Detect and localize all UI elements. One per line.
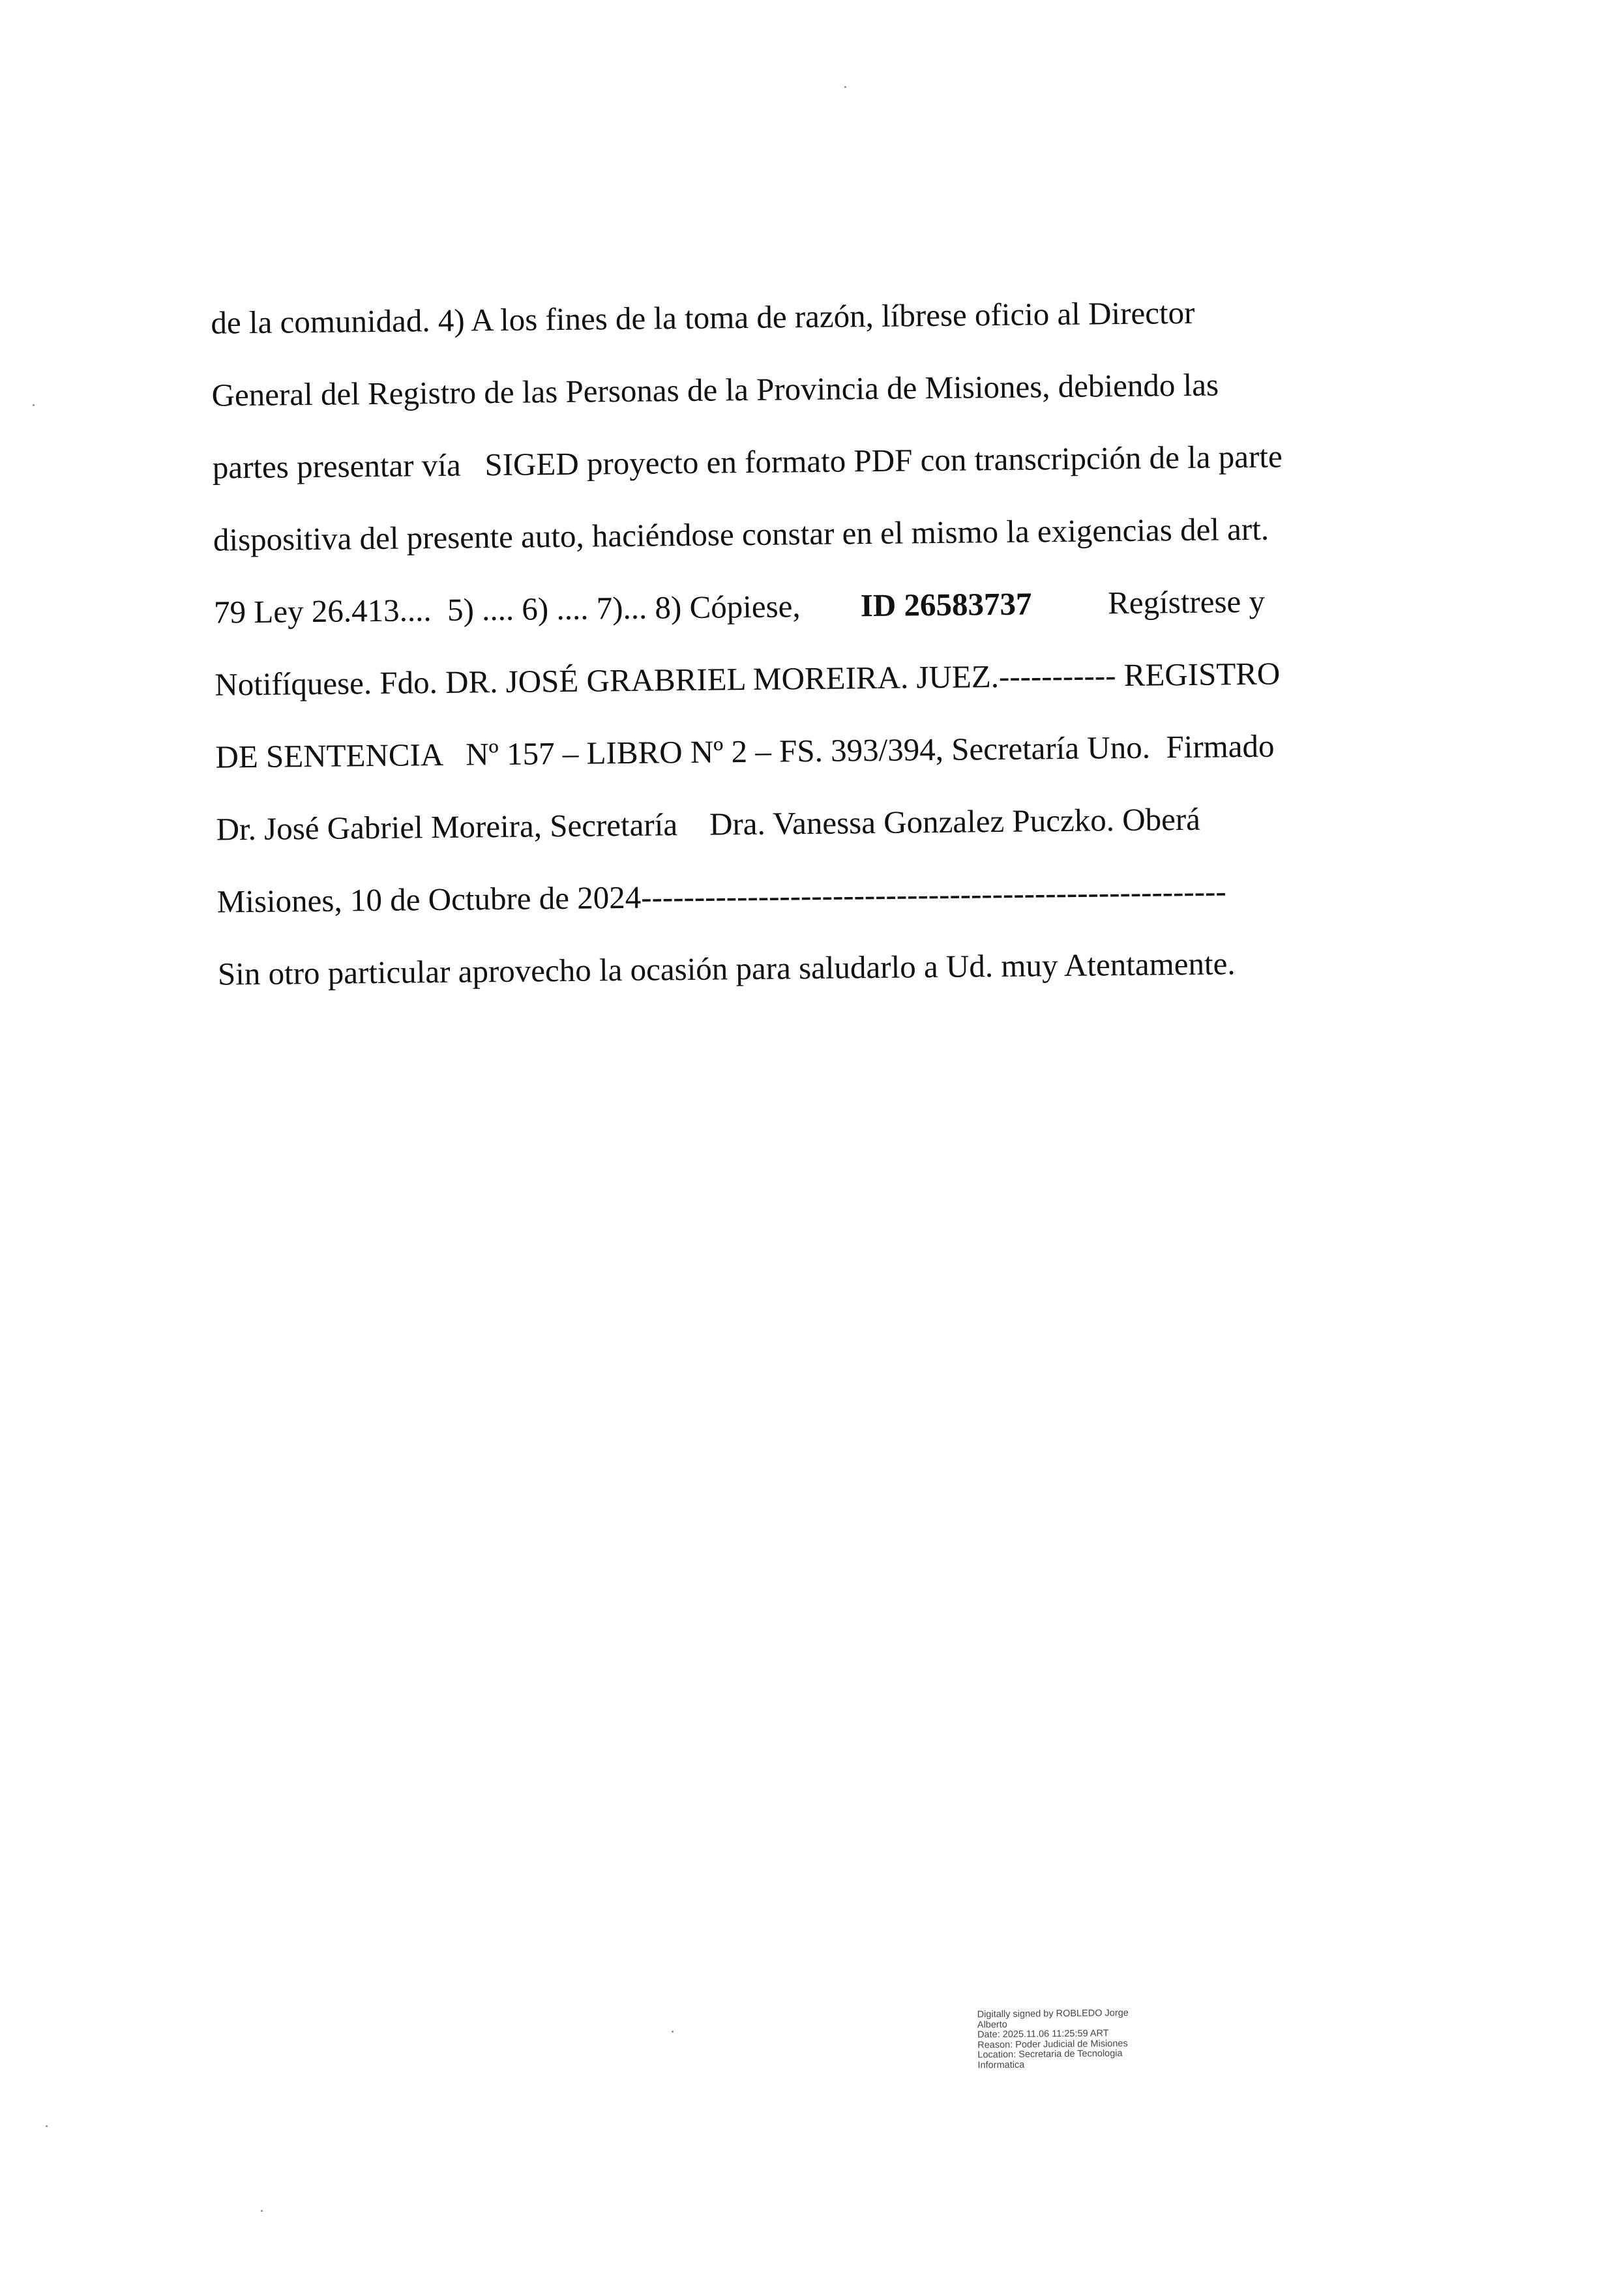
line-text: dispositiva del presente auto, haciéndose constar en el mismo la exigencias del art. — [213, 510, 1269, 558]
document-body — [211, 276, 1283, 1010]
paragraph-line-2 — [211, 348, 1263, 432]
scan-speck — [261, 2210, 263, 2212]
paragraph-line-7 — [215, 710, 1275, 793]
line-text: Dr. José Gabriel Moreira, Secretaría Dra. Vanessa Gonzalez Puczko. Oberá — [216, 801, 1201, 847]
paragraph-line-8 — [216, 782, 1268, 866]
scan-speck — [844, 86, 846, 88]
scan-speck — [46, 2125, 48, 2127]
paragraph-line-6 — [214, 638, 1281, 721]
digital-signature-stamp — [977, 2008, 1213, 2071]
line-text: 79 Ley 26.413.... 5) .... 6) .... 7)... 8) Cópiese, — [213, 588, 801, 630]
line-text: General del Registro de las Personas de la Provincia de Misiones, debiendo las — [211, 366, 1219, 413]
line-text: Regístrese y — [1091, 583, 1266, 621]
signature-line-1: Digitally signed by ROBLEDO Jorge — [977, 2008, 1129, 2020]
paragraph-line-1 — [211, 276, 1262, 359]
signature-line-3: Date: 2025.11.06 11:25:59 ART — [977, 2028, 1109, 2040]
line-text: Sin otro particular aprovecho la ocasión para saludarlo a Ud. muy Atentamente. — [217, 945, 1236, 992]
line-text: partes presentar vía SIGED proyecto en formato PDF con transcripción de la parte — [212, 438, 1283, 486]
signature-line-4: Reason: Poder Judicial de Misiones — [977, 2038, 1128, 2050]
line-text: Notifíquese. Fdo. DR. JOSÉ GRABRIEL MOREIRA. JUEZ.----------- REGISTRO — [214, 655, 1281, 703]
signature-line-5: Location: Secretaria de Tecnologia — [977, 2048, 1123, 2061]
line-text: de la comunidad. 4) A los fines de la toma de razón, líbrese oficio al Director — [211, 294, 1195, 341]
line-text: Misiones, 10 de Octubre de 2024------------------------------------------------------- — [216, 873, 1226, 920]
paragraph-line-5 — [214, 565, 1266, 649]
line-text: DE SENTENCIA Nº 157 – LIBRO Nº 2 – FS. 393/394, Secretaría Uno. Firmado — [215, 728, 1275, 775]
scan-speck — [672, 2031, 674, 2033]
signature-line-6: Informatica — [977, 2059, 1025, 2070]
scan-speck — [33, 404, 35, 406]
closing-line — [217, 927, 1269, 1010]
document-id: ID 26583737 — [860, 585, 1032, 624]
paragraph-line-3 — [212, 420, 1283, 504]
signature-line-2: Alberto — [977, 2019, 1007, 2030]
paragraph-line-9 — [216, 855, 1268, 938]
paragraph-line-4 — [213, 493, 1269, 576]
